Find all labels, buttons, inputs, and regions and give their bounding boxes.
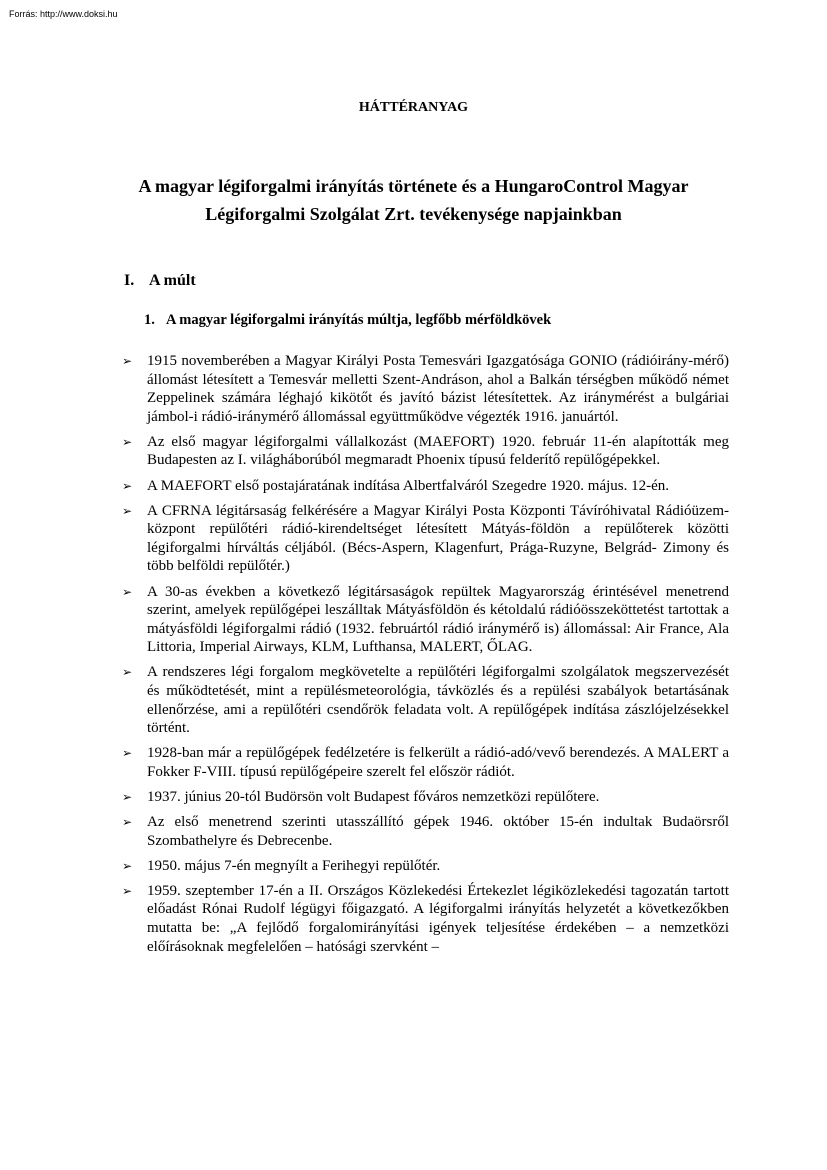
list-item-text: Az első magyar légiforgalmi vállalkozást (MAEFORT) 1920. február 11-én alapították meg Budapesten az I. világháborúból megmaradt Phoenix típusú felderítő repülőgépekkel.: [147, 433, 729, 469]
list-item-text: 1928-ban már a repülőgépek fedélzetére is felkerült a rádió-adó/vevő berendezés. A MALERT a Fokker F-VIII. típusú repülőgépeire szerelt fel először rádiót.: [147, 745, 729, 780]
arrow-bullet-icon: ➢: [122, 503, 133, 518]
list-item: [122, 433, 729, 470]
arrow-bullet-icon: ➢: [122, 478, 133, 493]
section-number: I.: [124, 272, 135, 289]
document-title: A magyar légiforgalmi irányítás története és a HungaroControl Magyar Légiforgalmi Szolgálat Zrt. tevékenysége napjainkban: [138, 176, 689, 224]
subsection-title: A magyar légiforgalmi irányítás múltja, legfőbb mérföldkövek: [166, 312, 552, 328]
section-heading: [124, 272, 196, 290]
list-item-text: A MAEFORT első postajáratának indítása Albertfalváról Szegedre 1920. május. 12-én.: [147, 477, 670, 494]
list-item-text: 1915 novemberében a Magyar Királyi Posta Temesvári Igazgatósága GONIO (rádióirány-mérő) állomást létesített a Temesvár melletti Szent-Andráson, ahol a Balkán térségben működő német Zeppelinek számára léghajó kikötőt és javító bázist létesítettek. Az iránymérést a bulgáriai jámbol-i rádió-iránymérő állomással együttműködve végezték 1916. januártól.: [147, 353, 729, 425]
list-item: [122, 477, 729, 496]
list-item: [122, 583, 729, 657]
list-item-text: A CFRNA légitársaság felkérésére a Magyar Királyi Posta Központi Távíróhivatal Rádióüzem-központ repülőtéri rádió-kirendeltséget létesített Mátyás-földön a repülőterek közötti légiforgalmi hírváltás céljából. (Bécs-Aspern, Klagenfurt, Prága-Ruzyne, Belgrád- Zimony és több belföldi repülőtér.): [147, 502, 729, 575]
arrow-bullet-icon: ➢: [122, 815, 133, 830]
list-item-text: 1959. szeptember 17-én a II. Országos Közlekedési Értekezlet légiközlekedési tagozatán tartott előadást Rónai Rudolf légügyi főigazgató. A légiforgalmi irányítás helyzetét a következőkben mutatta be: „A fejlődő forgalomirányítási igények teljesítése érdekében – a nemzetközi előírásoknak megfelelően – hatósági szervként –: [147, 882, 729, 955]
list-item: [122, 663, 729, 737]
list-item: [122, 813, 729, 850]
arrow-bullet-icon: ➢: [122, 789, 133, 804]
list-item-text: 1937. június 20-tól Budörsön volt Budapest főváros nemzetközi repülőtere.: [147, 788, 600, 805]
arrow-bullet-icon: ➢: [122, 746, 133, 761]
list-item: [122, 882, 729, 956]
document-label: HÁTTÉRANYAG: [358, 100, 469, 115]
milestone-list: [122, 352, 729, 963]
subsection-heading: [144, 312, 551, 329]
list-item-text: A 30-as években a következő légitársaságok repültek Magyarország érintésével menetrend szerint, amelyek repülőgépei leszálltak Mátyásföldön és kétoldalú rádióösszeköttetést tartottak a mátyásföldi légiforgalmi rádió (1932. februártól rádió iránymérő is) állomással: Air France, Ala Littoria, Imperial Airways, KLM, Lufthansa, MALERT, ŐLAG.: [147, 583, 729, 656]
list-item-text: A rendszeres légi forgalom megkövetelte a repülőtéri légiforgalmi szolgálatok megszervezését és működtetését, mint a repülésmeteorológia, távközlés és a repülési szabályok betartásának ellenőrzése, ami a repülőtéri csendőrök feladata volt. A repülőgépek indítása zászlójelzésekkel történt.: [147, 664, 729, 737]
arrow-bullet-icon: ➢: [122, 665, 133, 680]
source-line: Forrás: http://www.doksi.hu: [9, 9, 118, 19]
arrow-bullet-icon: ➢: [122, 858, 133, 873]
arrow-bullet-icon: ➢: [122, 434, 133, 449]
list-item-text: Az első menetrend szerinti utasszállító gépek 1946. október 15-én indultak Budaörsről Szombathelyre és Debrecenbe.: [147, 814, 729, 849]
arrow-bullet-icon: ➢: [122, 584, 133, 599]
section-title: A múlt: [149, 272, 196, 289]
list-item: [122, 352, 729, 426]
list-item: [122, 502, 729, 576]
list-item: [122, 744, 729, 781]
arrow-bullet-icon: ➢: [122, 354, 133, 368]
list-item: [122, 788, 729, 807]
arrow-bullet-icon: ➢: [122, 883, 133, 898]
list-item-text: 1950. május 7-én megnyílt a Ferihegyi repülőtér.: [147, 857, 441, 874]
subsection-number: 1.: [144, 312, 155, 328]
list-item: [122, 857, 729, 876]
